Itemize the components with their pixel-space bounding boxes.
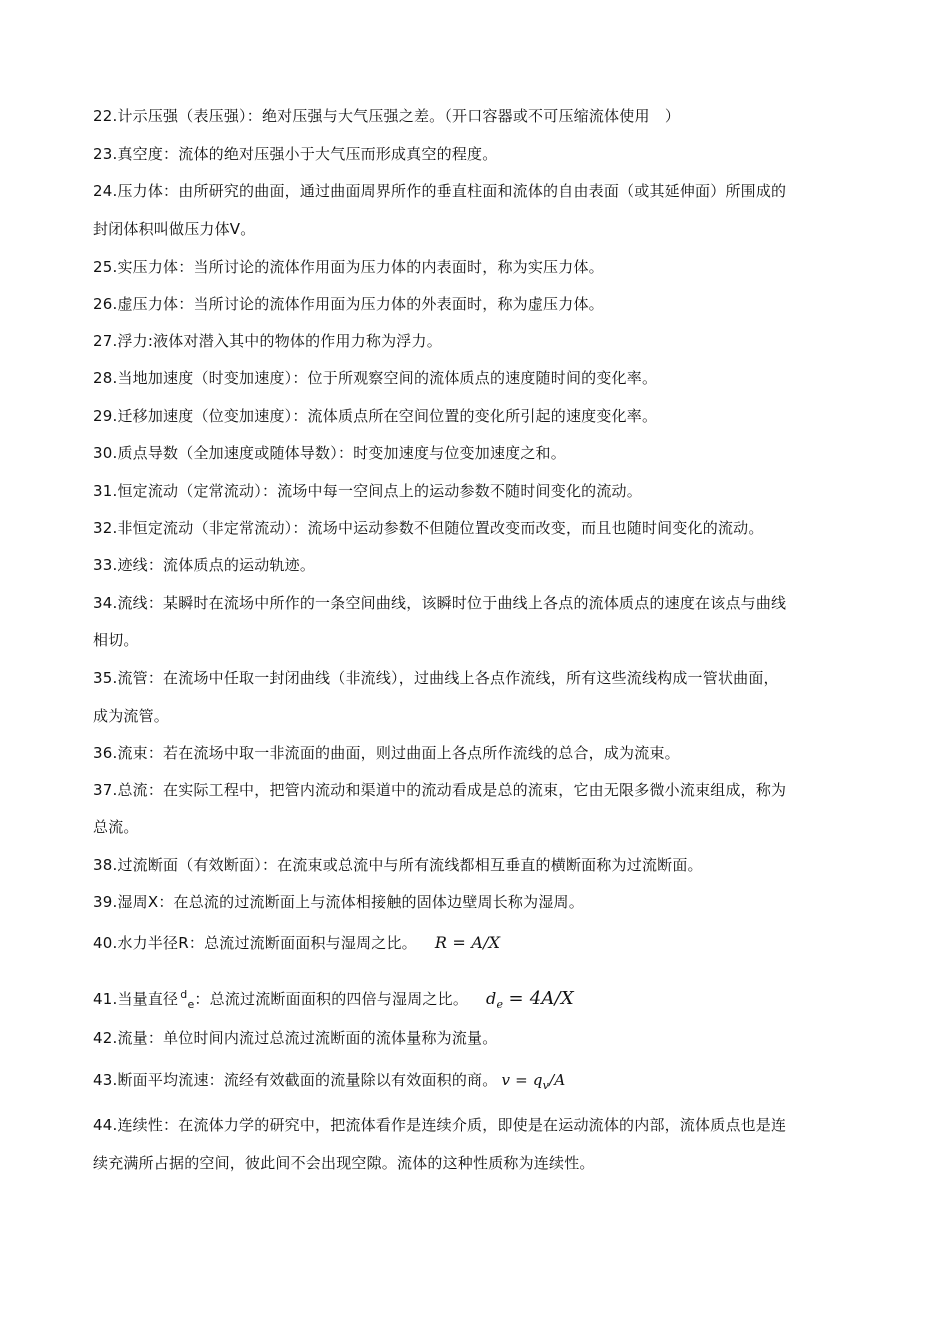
- hydraulic-radius-formula: R = A/X: [434, 933, 501, 952]
- definition-34-line2: 相切。: [93, 631, 139, 649]
- definition-26: 26.虚压力体：当所讨论的流体作用面为压力体的外表面时，称为虚压力体。: [93, 295, 604, 313]
- definition-42: 42.流量：单位时间内流过总流过流断面的流体量称为流量。: [93, 1029, 498, 1047]
- definition-32: 32.非恒定流动（非定常流动）：流场中运动参数不但随位置改变而改变，而且也随时间变化的流动。: [93, 519, 764, 537]
- formula-41-lhs: d: [486, 989, 497, 1008]
- definition-40: [93, 933, 500, 953]
- definition-37-line1: 37.总流：在实际工程中，把管内流动和渠道中的流动看成是总的流束，它由无限多微小流束组成，称为: [93, 781, 787, 799]
- definition-30: 30.质点导数（全加速度或随体导数）：时变加速度与位变加速度之和。: [93, 444, 566, 462]
- definition-37-line2: 总流。: [93, 818, 139, 836]
- definition-24-line1: 24.压力体：由所研究的曲面，通过曲面周界所作的垂直柱面和流体的自由表面（或其延伸面）所围成的: [93, 182, 787, 200]
- definition-29: 29.迁移加速度（位变加速度）：流体质点所在空间位置的变化所引起的速度变化率。: [93, 407, 658, 425]
- formula-43-rhs: /A: [549, 1071, 566, 1089]
- definition-41: [93, 985, 574, 1015]
- formula-41-subscript: e: [496, 998, 504, 1011]
- definition-24-line2: 封闭体积叫做压力体V。: [93, 220, 256, 238]
- definition-39: 39.湿周X：在总流的过流断面上与流体相接触的固体边壁周长称为湿周。: [93, 893, 584, 911]
- formula-43-subscript: v: [542, 1079, 550, 1092]
- mean-velocity-formula: [501, 1070, 565, 1096]
- definition-38: 38.过流断面（有效断面）：在流束或总流中与所有流线都相互垂直的横断面称为过流断面。: [93, 856, 703, 874]
- definition-35-line2: 成为流管。: [93, 707, 170, 725]
- definition-40-text: 40.水力半径R：总流过流断面面积与湿周之比。: [93, 934, 417, 952]
- definition-28: 28.当地加速度（时变加速度）：位于所观察空间的流体质点的速度随时间的变化率。: [93, 369, 658, 387]
- definition-44-line1: 44.连续性：在流体力学的研究中，把流体看作是连续介质，即使是在运动流体的内部，流体质点也是连: [93, 1116, 787, 1134]
- definition-36: 36.流束：若在流场中取一非流面的曲面，则过曲面上各点所作流线的总合，成为流束。: [93, 744, 680, 762]
- formula-43-lhs: v = q: [501, 1071, 543, 1089]
- definition-23: 23.真空度：流体的绝对压强小于大气压而形成真空的程度。: [93, 145, 498, 163]
- definition-41-text-end: ：总流过流断面面积的四倍与湿周之比。: [194, 990, 469, 1008]
- definition-43-text: 43.断面平均流速：流经有效截面的流量除以有效面积的商。: [93, 1071, 498, 1089]
- definition-25: 25.实压力体：当所讨论的流体作用面为压力体的内表面时，称为实压力体。: [93, 258, 604, 276]
- equivalent-diameter-symbol-d: d: [180, 988, 188, 1001]
- definition-22: 22.计示压强（表压强）：绝对压强与大气压强之差。（开口容器或不可压缩流体使用 ）: [93, 107, 681, 125]
- definition-41-text-start: 41.当量直径: [93, 990, 179, 1008]
- definition-35-line1: 35.流管：在流场中任取一封闭曲线（非流线），过曲线上各点作流线，所有这些流线构成一管状曲面，: [93, 669, 779, 687]
- formula-41-rhs: = 4A/X: [508, 988, 574, 1009]
- definition-27: 27.浮力:液体对潜入其中的物体的作用力称为浮力。: [93, 332, 442, 350]
- definition-43: [93, 1070, 565, 1096]
- definition-31: 31.恒定流动（定常流动）：流场中每一空间点上的运动参数不随时间变化的流动。: [93, 482, 642, 500]
- equivalent-diameter-symbol-e: e: [187, 998, 195, 1011]
- equivalent-diameter-formula: [486, 989, 574, 1015]
- definition-33: 33.迹线：流体质点的运动轨迹。: [93, 556, 316, 574]
- definition-34-line1: 34.流线：某瞬时在流场中所作的一条空间曲线，该瞬时位于曲线上各点的流体质点的速度在该点与曲线: [93, 594, 787, 612]
- definition-44-line2: 续充满所占据的空间，彼此间不会出现空隙。流体的这种性质称为连续性。: [93, 1154, 595, 1172]
